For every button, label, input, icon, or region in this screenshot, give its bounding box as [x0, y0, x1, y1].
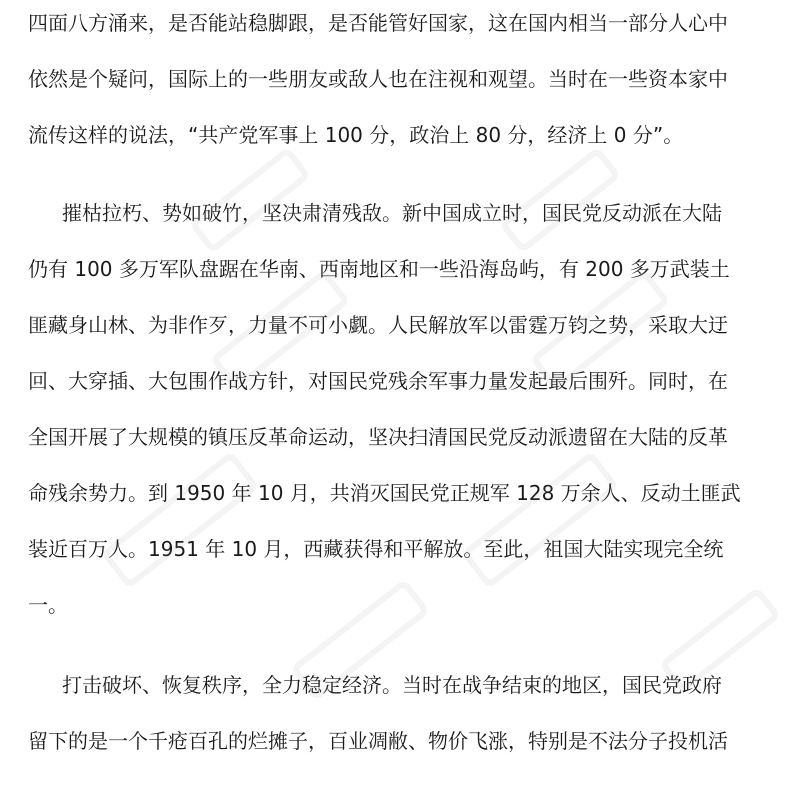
paragraph-2-line-4: 回、大穿插、大包围作战方针，对国民党残余军事力量发起最后围歼。同时，在: [28, 369, 728, 393]
paragraph-2-line-2: 仍有 100 多万军队盘踞在华南、西南地区和一些沿海岛屿，有 200 多万武装土: [28, 257, 730, 281]
paragraph-2-line-7: 装近百万人。1951 年 10 月，西藏获得和平解放。至此，祖国大陆实现完全统: [28, 537, 724, 561]
paragraph-3-line-2: 留下的是一个千疮百孔的烂摊子，百业凋敝、物价飞涨，特别是不法分子投机活: [28, 729, 728, 753]
paragraph-1-line-1: 四面八方涌来，是否能站稳脚跟，是否能管好国家，这在国内相当一部分人心中: [28, 11, 728, 35]
paragraph-1-line-3: 流传这样的说法，“共产党军事上 100 分，政治上 80 分，经济上 0 分”。: [28, 123, 684, 147]
paragraph-2-line-8: 一。: [28, 593, 68, 617]
paragraph-1-line-2: 依然是个疑问，国际上的一些朋友或敌人也在注视和观望。当时在一些资本家中: [28, 67, 728, 91]
paragraph-2-line-1: 摧枯拉朽、势如破竹，坚决肃清残敌。新中国成立时，国民党反动派在大陆: [62, 201, 722, 225]
paragraph-2-line-3: 匪藏身山林、为非作歹，力量不可小觑。人民解放军以雷霆万钧之势，采取大迂: [28, 313, 728, 337]
paragraph-2-line-6: 命残余势力。到 1950 年 10 月，共消灭国民党正规军 128 万余人、反动土匪武: [28, 481, 741, 505]
paragraph-2-line-5: 全国开展了大规模的镇压反革命运动，坚决扫清国民党反动派遗留在大陆的反革: [28, 425, 728, 449]
paragraph-3-line-1: 打击破坏、恢复秩序，全力稳定经济。当时在战争结束的地区，国民党政府: [62, 673, 722, 697]
